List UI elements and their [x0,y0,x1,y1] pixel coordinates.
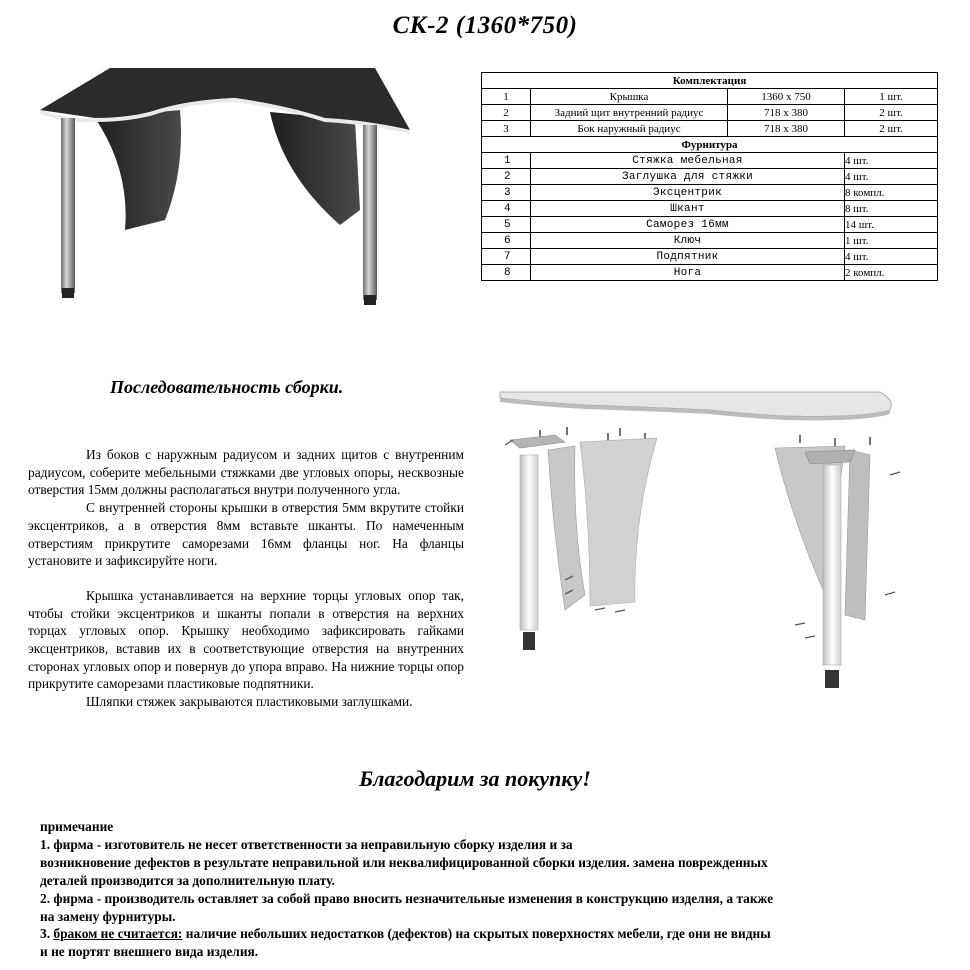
note-line: деталей производится за дополнительную плату. [40,872,335,888]
table-row: 6 Ключ 1 шт. [482,233,938,249]
table-row: 5 Саморез 16мм 14 шт. [482,217,938,233]
note-line: на замену фурнитуры. [40,908,176,924]
table-row: 1 Стяжка мебельная 4 шт. [482,153,938,169]
table-row: 3 Эксцентрик 8 компл. [482,185,938,201]
note-line: 1. фирма - изготовитель не несет ответственности за неправильную сборку изделия и за [40,836,573,852]
exploded-left-side-panel [580,438,657,606]
table-row: 4 Шкант 8 шт. [482,201,938,217]
table-row: 7 Подпятник 4 шт. [482,249,938,265]
notes-section [40,818,940,961]
page-title: СК-2 (1360*750) [392,12,578,39]
table-row: 1 Крышка 1360 х 750 1 шт. [482,89,938,105]
notes-label: примечание [40,819,114,834]
assembly-instructions [28,446,464,711]
paragraph: Из боков с наружным радиусом и задних щитов с внутренним радиусом, соберите мебельными стяжками две угловых опоры, несквозные отверстия 15мм должны располагаться внутри полученного угла. [28,447,464,498]
note-line: 3. браком не считается: наличие небольших недостатков (дефектов) на скрытых поверхностях мебели, где они не видны [40,926,771,942]
thanks-message: Благодарим за покупку! [359,766,591,791]
note-line: 2. фирма - производитель оставляет за собой право вносить незначительные изменения в конструкцию изделия, а также [40,890,774,906]
table-row: 3 Бок наружный радиус 718 х 380 2 шт. [482,121,938,137]
paragraph: Крышка устанавливается на верхние торцы угловых опор так, чтобы стойки эксцентриков и шканты попали в отверстия на верхних торцах угловых опор. Крышку необходимо зафиксировать гайками эксцентриков, вставив их в соответствующие отверстия на внутренних сторонах угловых опор и повернув до упора вправо. На нижние торцы опор прикрутите саморезами пластиковые подпятники. [28,587,464,692]
paragraph: С внутренней стороны крышки в отверстия 5мм вкрутите стойки эксцентриков, а в отверстия 8мм вставьте шканты. По намеченным отверстиям прикрутите саморезами 16мм фланцы ног. На фланцы установите и зафиксируйте ноги. [28,500,464,569]
table-row: 8 Нога 2 компл. [482,265,938,281]
left-side-panel [95,110,181,230]
table-row: 2 Заглушка для стяжки 4 шт. [482,169,938,185]
right-side-panel [270,112,360,225]
exploded-right-leg [823,465,841,665]
assembly-heading: Последовательность сборки. [110,377,344,397]
spec-table [481,72,938,281]
section-header-kit: Комплектация [482,73,938,89]
note-underlined: браком не считается: [53,926,183,942]
exploded-assembly-diagram [495,380,915,710]
left-leg [61,118,75,293]
exploded-left-back-panel [548,446,585,610]
section-header-hardware: Фурнитура [482,137,938,153]
note-line: возникновение дефектов в результате неправильной или неквалифицированной сборки изделия. замена поврежденных [40,854,768,870]
exploded-right-back-panel [845,450,870,620]
exploded-left-leg [520,455,538,630]
note-line: и не портят внешнего вида изделия. [40,944,259,960]
right-leg [363,125,377,300]
table-row: 2 Задний щит внутренний радиус 718 х 380 2 шт. [482,105,938,121]
desk-illustration [35,60,435,310]
paragraph: Шляпки стяжек закрываются пластиковыми заглушками. [86,694,413,710]
